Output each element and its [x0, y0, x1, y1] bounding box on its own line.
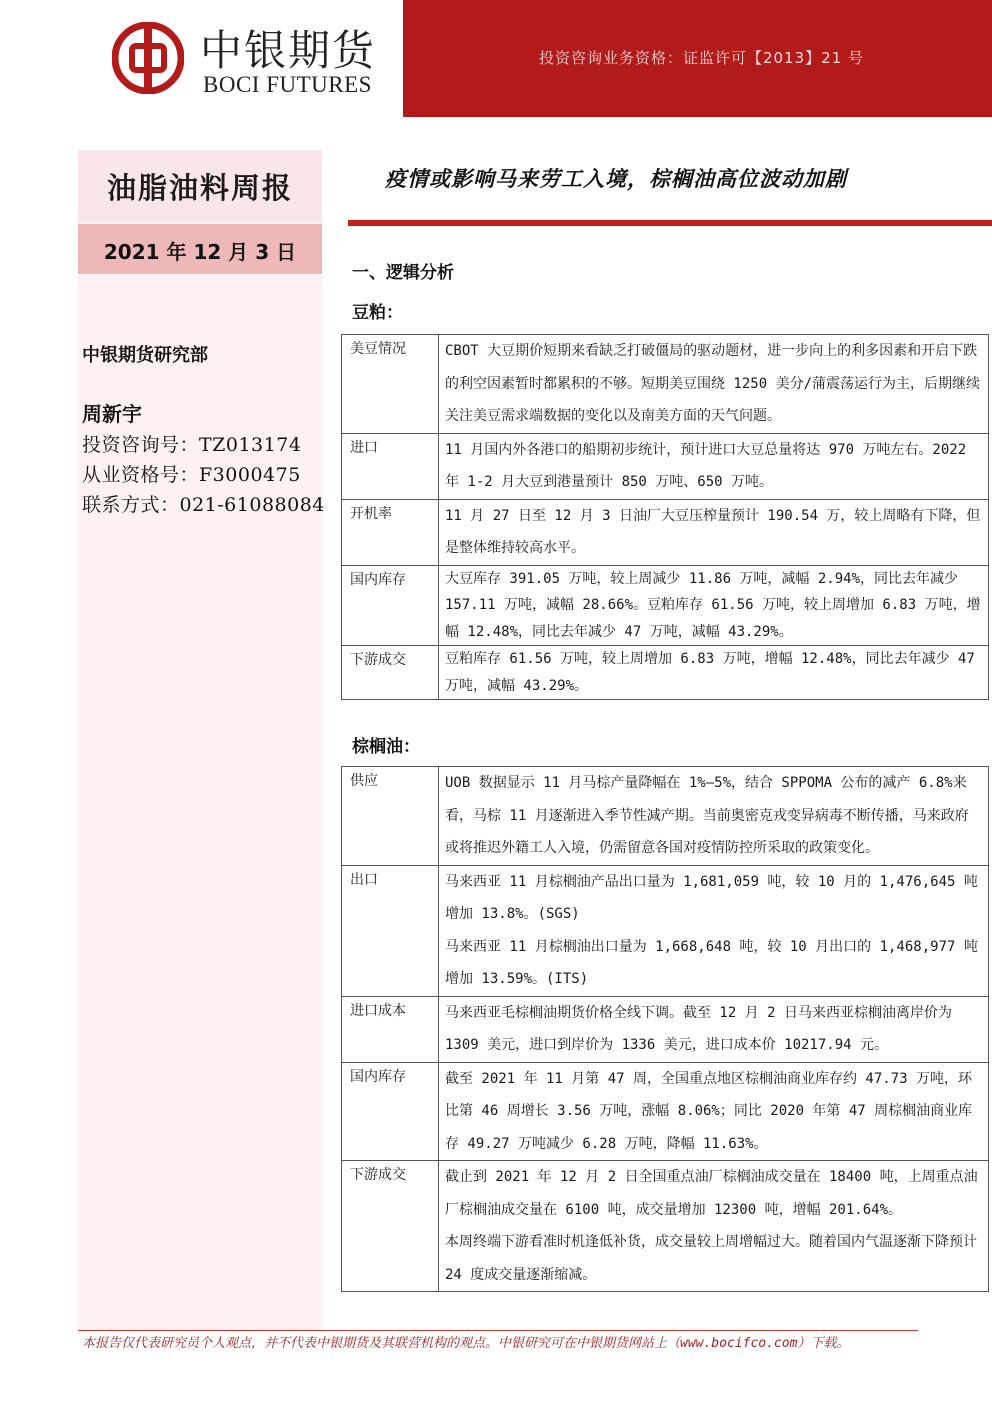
- palm-oil-table: [341, 766, 989, 1292]
- row-text: [439, 1161, 989, 1292]
- downstream-text-1: 截止到 2021 年 12 月 2 日全国重点油厂棕榈油成交量在 18400 吨，上周重点油厂棕榈油成交量在 6100 吨，成交量增加 12300 吨，增幅 201.64%。: [445, 1169, 978, 1218]
- title-divider: [348, 220, 992, 226]
- subheading-soymeal: 豆粕：: [352, 303, 403, 323]
- table-row: [342, 767, 989, 866]
- table-row: [342, 1161, 989, 1292]
- license-text: 投资咨询业务资格：证监许可【2013】21 号: [538, 49, 864, 67]
- row-text: 马来西亚毛棕榈油期货价格全线下调。截至 12 月 2 日马来西亚棕榈油离岸价为 1309 美元，进口到岸价为 1336 美元，进口成本价 10217.94 元。: [439, 996, 989, 1062]
- row-label: 进口: [342, 433, 439, 499]
- table-row: [342, 1062, 989, 1161]
- section-heading: 一、逻辑分析: [352, 263, 454, 283]
- report-type: 油脂油料周报: [106, 171, 293, 205]
- boc-logo-icon: [112, 22, 184, 94]
- brand-name-cn: 中银期货: [200, 26, 377, 75]
- row-label: 美豆情况: [342, 335, 439, 434]
- report-title: 疫情或影响马来劳工入境，棕榈油高位波动加剧: [385, 166, 847, 191]
- table-row: [342, 499, 989, 565]
- contact-phone: 联系方式：021-61088084: [82, 494, 325, 516]
- row-label: 国内库存: [342, 1062, 439, 1161]
- contact-qualification-no: 从业资格号：F3000475: [82, 464, 301, 486]
- downstream-text-2: 本周终端下游看准时机逢低补货，成交量较上周增幅过大。随着国内气温逐渐下降预计 24 度成交量逐渐缩减。: [445, 1234, 977, 1283]
- table-row: [342, 865, 989, 996]
- row-text: 截至 2021 年 11 月第 47 周，全国重点地区棕榈油商业库存约 47.73 万吨，环比第 46 周增长 3.56 万吨，涨幅 8.06%；同比 2020 年第 47 周棕榈油商业库存 49.27 万吨减少 6.28 万吨，降幅 11.63%。: [439, 1062, 989, 1161]
- footer-divider: [78, 1330, 918, 1331]
- soymeal-table: [341, 334, 989, 700]
- export-its-text: 马来西亚 11 月棕榈油出口量为 1,668,648 吨，较 10 月出口的 1,468,977 吨增加 13.59%。(ITS): [445, 938, 978, 987]
- row-text: UOB 数据显示 11 月马棕产量降幅在 1%—5%，结合 SPPOMA 公布的减产 6.8%来看，马棕 11 月逐渐进入季节性减产期。当前奥密克戎变异病毒不断传播，马来政府或将推迟外籍工人入境，仍需留意各国对疫情防控所采取的政策变化。: [439, 767, 989, 866]
- row-label: 下游成交: [342, 646, 439, 700]
- row-label: 开机率: [342, 499, 439, 565]
- row-label: 进口成本: [342, 996, 439, 1062]
- department: 中银期货研究部: [82, 345, 208, 366]
- row-text: [439, 865, 989, 996]
- disclaimer: 本报告仅代表研究员个人观点，并不代表中银期货及其联营机构的观点。中银研究可在中银期货网站上（www.bocifco.com）下载。: [82, 1336, 850, 1351]
- row-label: 国内库存: [342, 565, 439, 646]
- subheading-palm-oil: 棕榈油：: [352, 737, 420, 757]
- row-label: 供应: [342, 767, 439, 866]
- table-row: [342, 646, 989, 700]
- row-text: 11 月 27 日至 12 月 3 日油厂大豆压榨量预计 190.54 万，较上周略有下降，但是整体维持较高水平。: [439, 499, 989, 565]
- brand-name-en: BOCI FUTURES: [203, 72, 372, 97]
- row-text: CBOT 大豆期价短期来看缺乏打破僵局的驱动题材，进一步向上的利多因素和开启下跌的利空因素暂时都累积的不够。短期美豆围绕 1250 美分/蒲震荡运行为主，后期继续关注美豆需求端数据的变化以及南美方面的天气问题。: [439, 335, 989, 434]
- export-sgs-text: 马来西亚 11 月棕榈油产品出口量为 1,681,059 吨，较 10 月的 1,476,645 吨增加 13.8%。(SGS): [445, 873, 978, 922]
- contact-consult-no: 投资咨询号：TZ013174: [82, 434, 302, 456]
- left-sidebar: [78, 150, 322, 1330]
- author-name: 周新宇: [82, 402, 142, 426]
- table-row: [342, 565, 989, 646]
- row-text: 大豆库存 391.05 万吨，较上周减少 11.86 万吨，减幅 2.94%，同比去年减少 157.11 万吨，减幅 28.66%。豆粕库存 61.56 万吨，较上周增加 6.83 万吨，增幅 12.48%，同比去年减少 47 万吨，减幅 43.29%。: [439, 565, 989, 646]
- row-label: 下游成交: [342, 1161, 439, 1292]
- row-text: 豆粕库存 61.56 万吨，较上周增加 6.83 万吨，增幅 12.48%，同比去年减少 47 万吨，减幅 43.29%。: [439, 646, 989, 700]
- table-row: [342, 335, 989, 434]
- table-row: [342, 996, 989, 1062]
- row-text: 11 月国内外各港口的船期初步统计，预计进口大豆总量将达 970 万吨左右。2022 年 1-2 月大豆到港量预计 850 万吨、650 万吨。: [439, 433, 989, 499]
- row-label: 出口: [342, 865, 439, 996]
- report-date: 2021 年 12 月 3 日: [103, 240, 297, 264]
- table-row: [342, 433, 989, 499]
